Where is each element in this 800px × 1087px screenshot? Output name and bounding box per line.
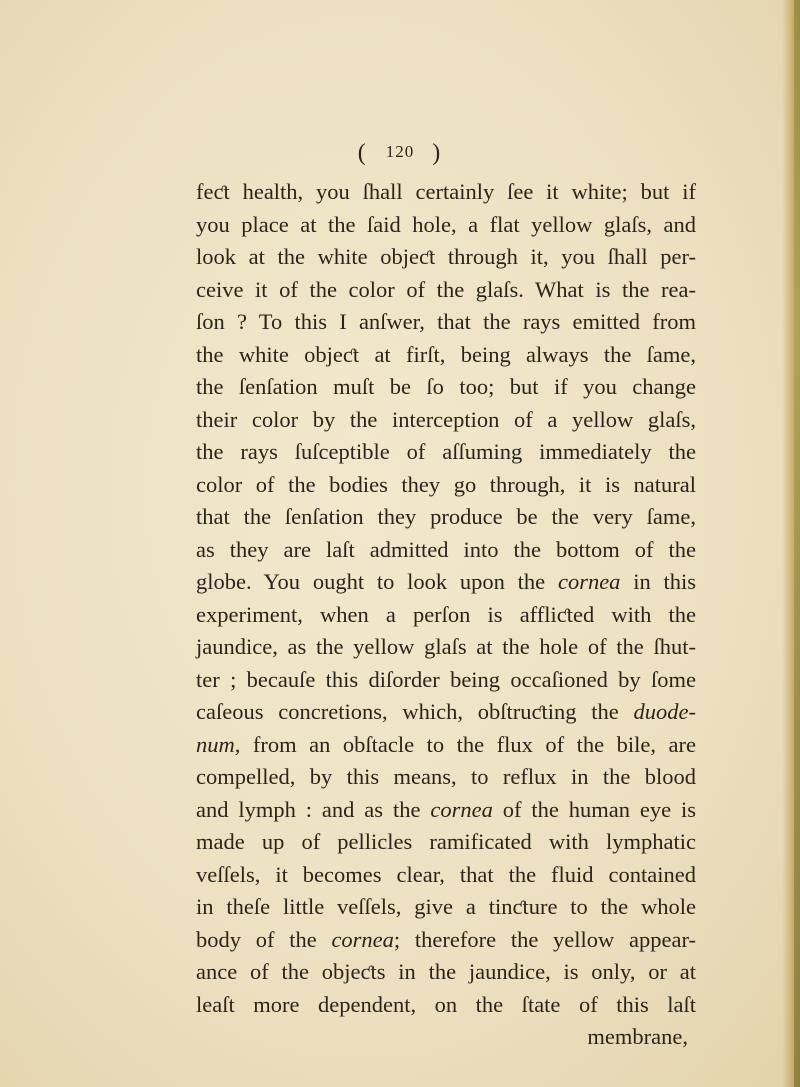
header-right-paren: ) <box>432 140 443 166</box>
text-line: made up of pellicles ramificated with lymphatic <box>196 829 696 854</box>
text-line: compelled, by this means, to reflux in the blood <box>196 764 696 789</box>
text-segment: in this <box>620 569 696 594</box>
text-line: ter ; becauſe this diſorder being occaſioned by ſome <box>196 666 696 692</box>
text-line: leaſt more dependent, on the ſtate of this laſt <box>196 991 696 1017</box>
italic-word: cornea <box>430 796 493 822</box>
text-line: you place at the ſaid hole, a flat yellow glaſs, and <box>196 211 696 237</box>
text-line: ance of the objeƈts in the jaundice, is only, or at <box>196 959 696 984</box>
text-line-mixed <box>196 729 696 762</box>
text-line: ſon ? To this I anſwer, that the rays emitted from <box>196 309 696 334</box>
text-line: their color by the interception of a yellow glaſs, <box>196 406 696 432</box>
text-line: color of the bodies they go through, it is natural <box>196 471 696 497</box>
text-line: the white objeƈt at firſt, being always the ſame, <box>196 341 696 367</box>
text-line-mixed <box>196 566 696 599</box>
text-line: look at the white objeƈt through it, you ſhall per- <box>196 244 696 269</box>
catchword-line: membrane, <box>587 1024 688 1049</box>
text-line: experiment, when a perſon is affliƈted with the <box>196 601 696 627</box>
page-header <box>0 140 800 167</box>
text-segment: of the human eye is <box>492 796 697 822</box>
text-line-mixed <box>196 924 696 957</box>
text-line: the ſenſation muſt be ſo too; but if you change <box>196 374 696 399</box>
text-line-mixed <box>196 696 696 729</box>
text-segment: ; therefore the yellow appear- <box>393 926 697 952</box>
text-line: the rays ſuſceptible of aſſuming immediately the <box>196 439 696 464</box>
page-number: 120 <box>385 142 415 161</box>
text-line: veſſels, it becomes clear, that the fluid contained <box>196 861 696 887</box>
italic-word: num, <box>196 731 241 757</box>
italic-word: duode- <box>633 699 697 724</box>
text-line: ceive it of the color of the glaſs. What is the rea- <box>196 276 696 302</box>
text-line: as they are laſt admitted into the bottom of the <box>196 536 696 562</box>
text-line: jaundice, as the yellow glaſs at the hole of the ſhut- <box>196 634 696 659</box>
italic-word: cornea <box>331 926 394 952</box>
text-line-mixed <box>196 794 696 827</box>
text-segment: from an obſtacle to the flux of the bile, are <box>252 731 696 757</box>
text-segment: caſeous concretions, which, obſtruƈting the <box>196 699 619 724</box>
text-line: feƈt health, you ſhall certainly ſee it white; but if <box>196 179 696 204</box>
italic-word: cornea <box>557 569 621 594</box>
text-segment: and lymph : and as the <box>196 796 421 822</box>
header-left-paren: ( <box>357 140 368 166</box>
text-segment: body of the <box>196 926 317 952</box>
body-text <box>196 176 696 1054</box>
text-segment: globe. You ought to look upon the <box>196 569 546 594</box>
text-line: that the ſenſation they produce be the very ſame, <box>196 504 696 529</box>
text-line: in theſe little veſſels, give a tinƈture to the whole <box>196 894 696 919</box>
